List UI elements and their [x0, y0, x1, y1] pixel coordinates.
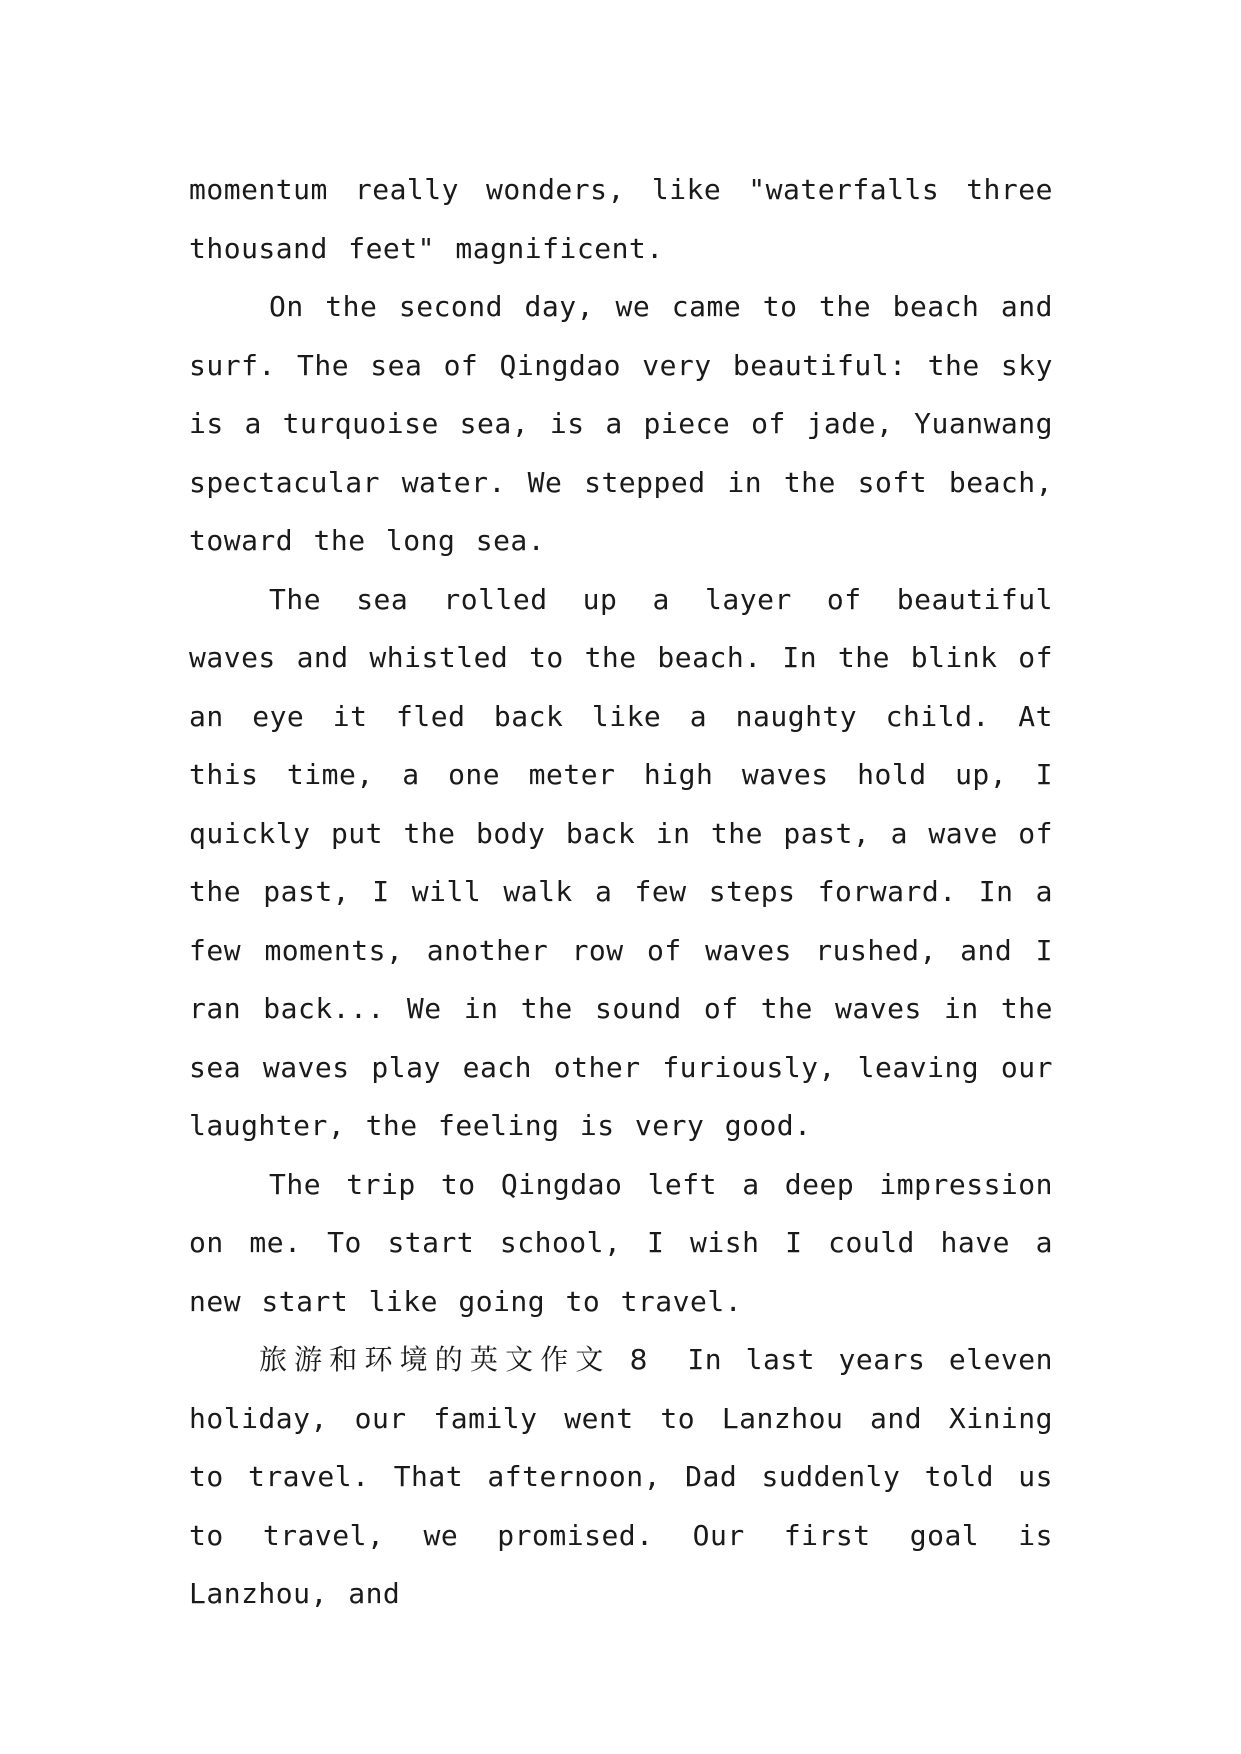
paragraph-essay-8	[189, 1331, 1053, 1624]
paragraph-impression: The trip to Qingdao left a deep impression on me. To start school, I wish I could have a new start like going to travel.	[189, 1167, 1053, 1318]
document-page	[189, 161, 1053, 1624]
essay-heading: 旅游和环境的英文作文 8	[259, 1343, 652, 1376]
paragraph-waves: The sea rolled up a layer of beautiful waves and whistled to the beach. In the blink of an eye it fled back like a naughty child. At this time, a one meter high waves hold up, I quickly put the body back in the past, a wave of the past, I will walk a few steps forward. In a few moments, another row of waves rushed, and I ran back... We in the sound of the waves in the sea waves play each other furiously, leaving our laughter, the feeling is very good.	[189, 582, 1053, 1142]
paragraph-continuation: momentum really wonders, like "waterfalls three thousand feet" magnificent.	[189, 173, 1053, 265]
essay-8-body: In last years eleven holiday, our family went to Lanzhou and Xining to travel. That afternoon, Dad suddenly told us to travel, we promised. Our first goal is Lanzhou, and	[189, 1343, 1053, 1610]
paragraph-second-day: On the second day, we came to the beach and surf. The sea of Qingdao very beautiful: the sky is a turquoise sea, is a piece of jade, Yuanwang spectacular water. We stepped in the soft beach, toward the long sea.	[189, 290, 1053, 557]
